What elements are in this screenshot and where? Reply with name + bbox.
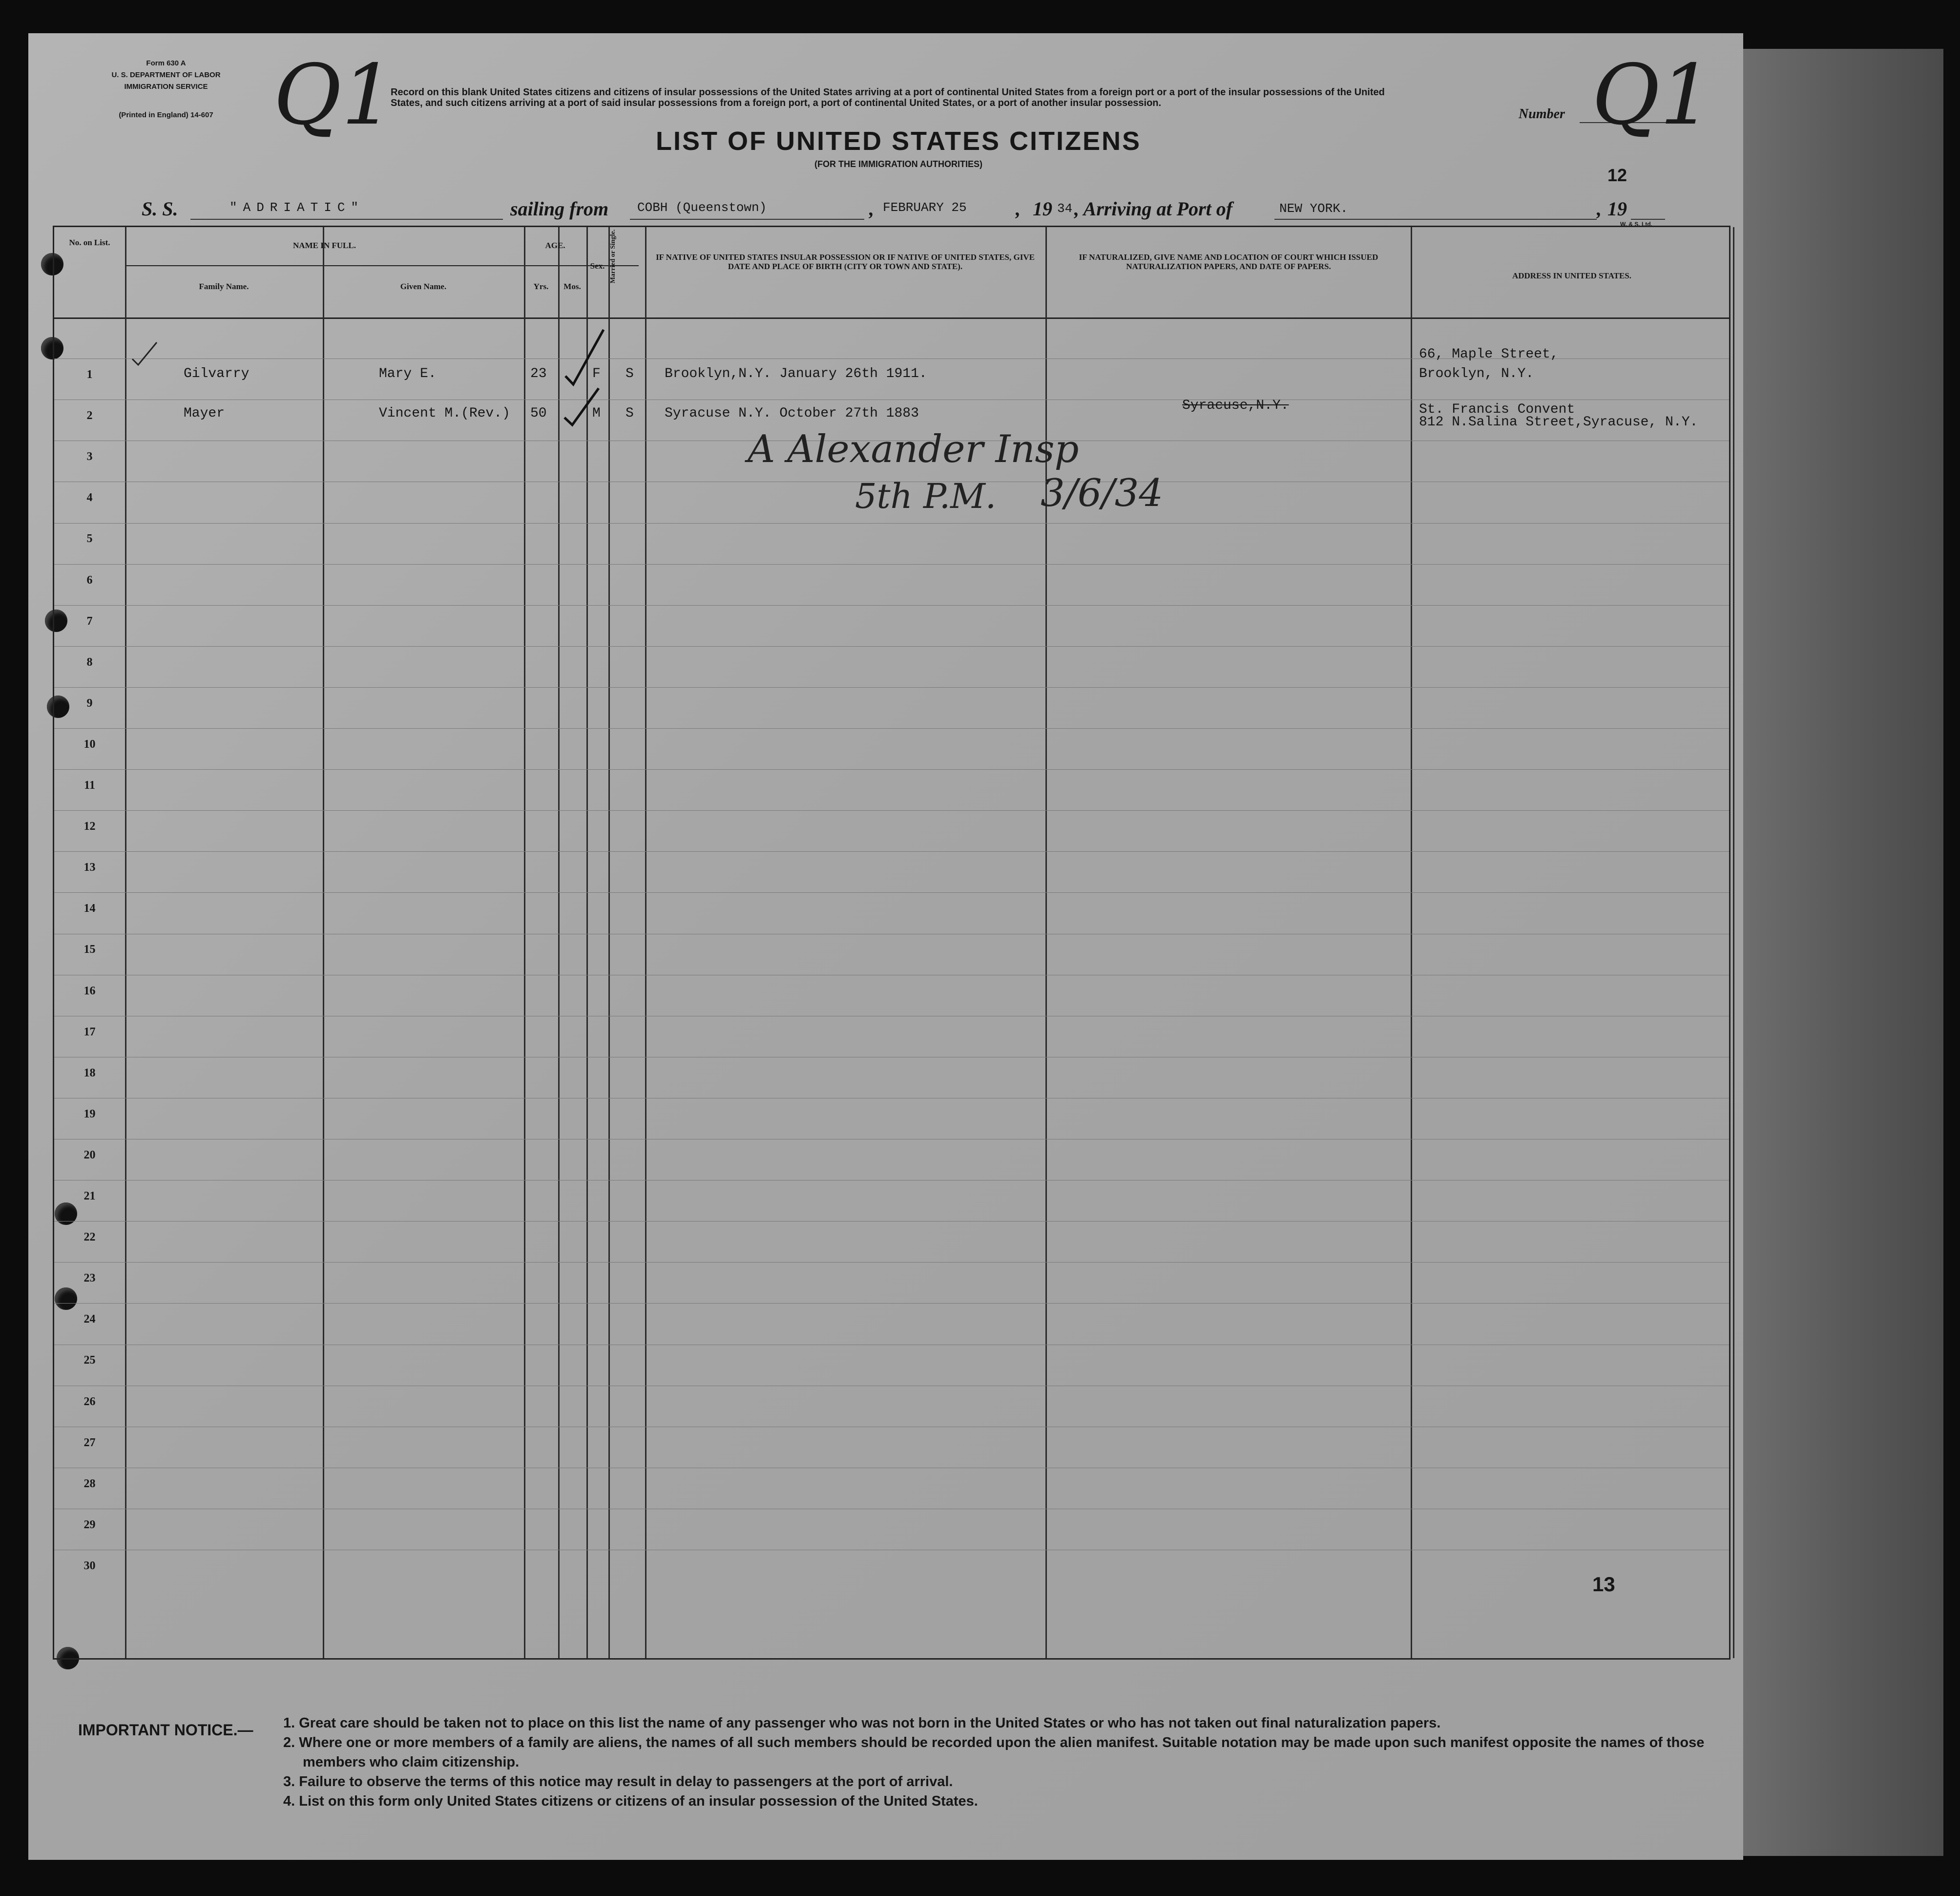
row-number: 23 xyxy=(83,1272,96,1285)
row-number: 14 xyxy=(83,902,96,915)
row2-sex: M xyxy=(592,406,601,421)
row-rule xyxy=(54,523,1729,524)
ship-name: "ADRIATIC" xyxy=(229,200,365,215)
row1-sex: F xyxy=(592,366,601,381)
printed-note: (Printed in England) 14-607 xyxy=(119,111,213,119)
row-number: 18 xyxy=(83,1066,96,1079)
inspector-note: 5th P.M. xyxy=(855,476,997,516)
row-number: 20 xyxy=(83,1148,96,1161)
age-header-divider xyxy=(524,265,639,266)
citizens-table xyxy=(53,226,1731,1660)
row-number: 3 xyxy=(86,450,93,463)
arrival-port: NEW YORK. xyxy=(1279,201,1348,216)
row-number: 4 xyxy=(86,491,93,505)
header-naturalized: IF NATURALIZED, GIVE NAME AND LOCATION OF COURT WHICH ISSUED NATURALIZATION PAPERS, AND DATE OF PAPERS. xyxy=(1079,253,1378,271)
row-rule xyxy=(54,1262,1729,1263)
row1-given-name: Mary E. xyxy=(379,366,437,381)
header-married-single: Married or Single. xyxy=(609,229,617,284)
arriving-label: , Arriving at Port of xyxy=(1074,198,1233,220)
row-number: 27 xyxy=(83,1436,96,1449)
column-divider xyxy=(524,227,525,1658)
row-number: 17 xyxy=(83,1025,96,1038)
ship-line xyxy=(190,219,503,220)
row-rule xyxy=(54,851,1729,852)
header-yrs: Yrs. xyxy=(533,282,549,291)
column-divider xyxy=(608,227,610,1658)
row-rule xyxy=(54,564,1729,565)
checkmark-icon xyxy=(560,325,677,432)
row-number: 11 xyxy=(84,779,95,792)
row-number: 8 xyxy=(86,655,93,669)
row-rule xyxy=(54,769,1729,770)
checkmark-icon xyxy=(127,339,167,369)
row-number: 10 xyxy=(83,737,96,751)
row-number: 1 xyxy=(86,368,93,381)
row-number: 30 xyxy=(83,1559,96,1572)
department-name: U. S. DEPARTMENT OF LABOR xyxy=(111,71,221,79)
row2-address-line1: St. Francis Convent xyxy=(1419,402,1575,417)
row1-status: S xyxy=(626,366,634,381)
row-rule xyxy=(54,605,1729,606)
number-label: Number xyxy=(1519,106,1565,122)
header-age: AGE. xyxy=(545,241,565,250)
row2-given-name: Vincent M.(Rev.) xyxy=(379,406,510,421)
row2-naturalized-struck: Syracuse,N.Y. xyxy=(1182,398,1289,413)
header-no: No. on List. xyxy=(69,238,110,247)
service-name: IMMIGRATION SERVICE xyxy=(124,83,208,91)
comma: , xyxy=(1016,198,1021,220)
row-number: 15 xyxy=(83,943,96,956)
page-subtitle: (FOR THE IMMIGRATION AUTHORITIES) xyxy=(814,159,982,169)
page-number-top: 12 xyxy=(1607,165,1627,185)
row-number: 9 xyxy=(86,696,93,710)
printer-mark: W. & S. Ltd. xyxy=(1620,221,1652,228)
sailing-date: FEBRUARY 25 xyxy=(883,200,967,215)
row-rule xyxy=(54,1303,1729,1304)
row1-birth: Brooklyn,N.Y. January 26th 1911. xyxy=(665,366,927,381)
row2-birth: Syracuse N.Y. October 27th 1883 xyxy=(665,406,919,421)
row-rule xyxy=(54,687,1729,688)
header-address: ADDRESS IN UNITED STATES. xyxy=(1512,271,1632,280)
row-number: 25 xyxy=(83,1354,96,1367)
stamp-right: Q1 xyxy=(1592,47,1713,144)
column-divider xyxy=(1733,227,1734,1658)
notice-item: 1. Great care should be taken not to place on this list the name of any passenger who was not born in the United States or who has not taken out final naturalization papers. xyxy=(283,1715,1441,1731)
row2-address-line2: 812 N.Salina Street,Syracuse, N.Y. xyxy=(1419,415,1698,430)
inspector-signature: A Alexander Insp xyxy=(748,427,1079,471)
inspection-date: 3/6/34 xyxy=(1041,471,1164,515)
header-birth: IF NATIVE OF UNITED STATES INSULAR POSSESSION OR IF NATIVE OF UNITED STATES, GIVE DATE AND PLACE OF BIRTH (CITY OR TOWN AND STATE). xyxy=(656,253,1035,271)
header-given-name: Given Name. xyxy=(400,282,447,291)
arrival-year-prefix: 19 xyxy=(1607,198,1627,220)
row-number: 7 xyxy=(86,614,93,628)
row1-family-name: Gilvarry xyxy=(184,366,250,381)
header-mos: Mos. xyxy=(563,282,581,291)
row-number: 19 xyxy=(83,1107,96,1120)
row-rule xyxy=(54,646,1729,647)
column-divider xyxy=(645,227,646,1658)
row-number: 26 xyxy=(83,1395,96,1408)
arrival-year-line xyxy=(1631,219,1665,220)
from-port-line xyxy=(630,219,864,220)
row-number: 5 xyxy=(86,532,93,546)
column-divider xyxy=(323,227,324,1658)
stamp-left: Q1 xyxy=(273,47,395,144)
row1-age: 23 xyxy=(530,366,547,381)
notice-item: 3. Failure to observe the terms of this notice may result in delay to passengers at the port of arrival. xyxy=(283,1774,953,1790)
row-number: 22 xyxy=(83,1231,96,1244)
row-number: 13 xyxy=(83,861,96,874)
row1-address-line1: 66, Maple Street, xyxy=(1419,347,1559,362)
from-port: COBH (Queenstown) xyxy=(637,200,767,215)
row-number: 6 xyxy=(86,573,93,587)
column-divider xyxy=(558,227,560,1658)
instructions: Record on this blank United States citizens and citizens of insular possessions of the United States arriving at a port of continental United States from a foreign port or a port of the insular possessions of the United States, and such citizens arriving at a port of said insular possessions from a foreign port, a port of continental United States, or a port of another insular possession. xyxy=(391,87,1385,108)
ss-label: S. S. xyxy=(142,198,178,220)
header-sex: Sex. xyxy=(590,261,605,271)
row-number: 29 xyxy=(83,1518,96,1531)
row-rule xyxy=(54,810,1729,811)
sailing-label: sailing from xyxy=(510,198,609,220)
page-title: LIST OF UNITED STATES CITIZENS xyxy=(656,126,1141,156)
row-number: 12 xyxy=(83,820,96,833)
year-prefix: 19 xyxy=(1033,198,1052,220)
column-divider xyxy=(125,227,126,1658)
form-identifier xyxy=(54,58,278,121)
row2-age: 50 xyxy=(530,406,547,421)
header-name-in-full: NAME IN FULL. xyxy=(293,241,356,250)
header-family-name: Family Name. xyxy=(199,282,249,291)
column-divider xyxy=(586,227,588,1658)
form-number: Form 630 A xyxy=(146,59,186,67)
row-rule xyxy=(54,892,1729,893)
row-number: 2 xyxy=(86,409,93,422)
page-edge xyxy=(1743,49,1943,1856)
notice-list xyxy=(283,1713,1738,1811)
header-divider xyxy=(54,317,1729,319)
page-number-bottom: 13 xyxy=(1592,1573,1615,1596)
row-number: 16 xyxy=(83,984,96,997)
comma: , xyxy=(1597,198,1602,220)
row-number: 24 xyxy=(83,1313,96,1326)
notice-heading: IMPORTANT NOTICE.— xyxy=(78,1721,253,1739)
row2-family-name: Mayer xyxy=(184,406,225,421)
row-rule xyxy=(54,728,1729,729)
column-divider xyxy=(1411,227,1412,1658)
comma: , xyxy=(869,198,874,220)
row-number: 28 xyxy=(83,1477,96,1490)
row-rule xyxy=(54,1221,1729,1222)
notice-item: 2. Where one or more members of a family are aliens, the names of all such members should be recorded upon the alien manifest. Suitable notation may be made upon such manifest opposite the names of those members who claim citizenship. xyxy=(283,1735,1705,1770)
row1-address-line2: Brooklyn, N.Y. xyxy=(1419,366,1534,381)
row-number: 21 xyxy=(83,1190,96,1202)
arrival-port-line xyxy=(1274,219,1597,220)
row2-status: S xyxy=(626,406,634,421)
notice-item: 4. List on this form only United States citizens or citizens of an insular possession of the United States. xyxy=(283,1793,978,1809)
year-suffix: 34 xyxy=(1057,201,1073,216)
